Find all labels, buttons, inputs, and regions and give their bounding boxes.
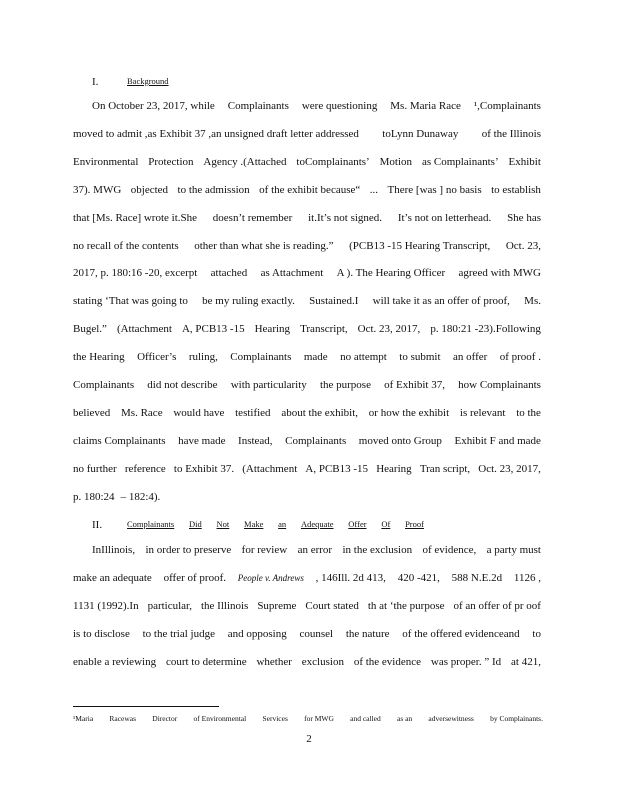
text-segment: Instead, xyxy=(238,434,273,447)
text-segment: for review xyxy=(241,544,288,556)
text-segment: of the offered evidenceand xyxy=(402,627,520,640)
section-2-text-line xyxy=(73,628,541,641)
text-segment: Protection xyxy=(148,155,194,168)
text-segment: at 421, xyxy=(511,655,541,668)
text-segment: made xyxy=(303,351,328,364)
text-segment: have made xyxy=(178,434,226,447)
text-segment: Officer’s xyxy=(137,351,177,364)
title-word: Make xyxy=(244,519,264,529)
section-1-text-line xyxy=(73,184,541,197)
text-segment: (Attachment xyxy=(242,462,298,475)
footnote-segment: of Environmental xyxy=(193,714,247,723)
footnote xyxy=(73,714,543,723)
text-segment: 420 -421, xyxy=(397,571,440,584)
text-segment: ruling, xyxy=(188,351,218,364)
text-segment: On October 23, 2017, while xyxy=(92,100,215,112)
text-segment: whether xyxy=(256,655,292,668)
text-segment: no recall of the contents xyxy=(73,239,179,252)
text-segment: offer of proof. xyxy=(163,571,226,584)
title-word: Complainants xyxy=(127,519,175,529)
section-1-text-line xyxy=(73,463,541,476)
section-1-text-line xyxy=(73,156,541,169)
text-segment: A, PCB13 -15 xyxy=(305,462,369,475)
text-segment: moved to admit ,as Exhibit 37 ,an unsigned draft letter addressed xyxy=(73,127,359,140)
text-segment: Court stated xyxy=(305,599,359,612)
text-segment: to submit xyxy=(399,351,441,364)
text-segment: to the trial judge xyxy=(142,627,215,640)
footnote-segment: Director xyxy=(152,714,178,723)
text-segment: stating ‘That was going to xyxy=(73,295,188,308)
text-segment: 37). MWG xyxy=(73,183,122,196)
section-1-title: Background xyxy=(127,76,169,86)
text-segment: 588 N.E.2d xyxy=(451,571,503,584)
title-word: Adequate xyxy=(300,519,334,529)
text-segment: as Attachment xyxy=(260,267,324,280)
section-1-text-line xyxy=(73,295,541,308)
text-segment: Complainants xyxy=(73,379,135,391)
title-word: Proof xyxy=(405,519,424,529)
text-segment: There [was ] no basis xyxy=(387,183,482,196)
section-2-number: II. xyxy=(92,519,103,531)
text-segment: A, PCB13 -15 xyxy=(181,323,245,336)
page-number: 2 xyxy=(306,733,312,745)
text-segment: Motion xyxy=(379,155,413,168)
text-segment: (PCB13 -15 Hearing Transcript, xyxy=(349,239,491,252)
section-1-text-line xyxy=(73,351,541,364)
text-segment: Exhibit xyxy=(508,155,541,168)
text-segment: the Hearing xyxy=(73,351,125,364)
text-segment: a party must xyxy=(486,544,541,556)
text-segment: Ms. xyxy=(524,295,541,308)
section-2-text-line xyxy=(73,656,541,669)
text-segment: be my ruling exactly. xyxy=(202,295,295,308)
text-segment: is to disclose xyxy=(73,627,130,640)
text-segment: A ). The Hearing Officer xyxy=(336,267,446,280)
text-segment: believed xyxy=(73,406,111,419)
text-segment: Complainants xyxy=(230,351,292,364)
footnote-segment: ¹Maria xyxy=(73,714,94,723)
text-segment: with particularity xyxy=(230,379,307,391)
text-segment: People v. Andrews xyxy=(237,572,304,583)
text-segment: Supreme xyxy=(257,599,297,612)
text-segment: of the exhibit because“ xyxy=(259,183,361,196)
section-1-text-line xyxy=(73,379,541,392)
text-segment: in order to preserve xyxy=(145,544,232,556)
section-1-text-line xyxy=(73,435,541,448)
text-segment: objected xyxy=(130,183,169,196)
text-segment: about the exhibit, xyxy=(281,406,359,419)
section-1-text-line xyxy=(73,212,541,225)
footnote-segment: Racewas xyxy=(109,714,137,723)
text-segment: It’s not on letterhead. xyxy=(397,211,492,224)
text-segment: ¹,Complainants xyxy=(473,100,541,112)
text-segment: Transcript, xyxy=(300,323,348,336)
text-segment: 1131 (1992).In xyxy=(73,599,139,612)
footnote-segment: for MWG xyxy=(304,714,334,723)
text-segment: to establish xyxy=(491,183,541,196)
text-segment: counsel xyxy=(299,627,334,640)
text-segment: She has xyxy=(507,211,541,224)
text-segment: Oct. 23, 2017, xyxy=(357,323,421,336)
section-2-text-line xyxy=(73,600,541,613)
section-2-title xyxy=(127,519,424,529)
text-segment: of the Illinois xyxy=(481,127,541,140)
text-segment: were questioning xyxy=(301,100,378,112)
text-segment: Bugel.” xyxy=(73,323,107,336)
text-segment: moved onto Group xyxy=(358,434,442,447)
text-segment: 1126 , xyxy=(513,571,541,584)
text-segment: reference xyxy=(124,462,166,475)
text-segment: p. 180:21 -23).Following xyxy=(430,323,541,336)
text-segment: to the xyxy=(516,406,541,419)
text-segment: did not describe xyxy=(147,379,218,391)
text-segment: will take it as an offer of proof, xyxy=(372,295,510,308)
section-1-text-line xyxy=(73,407,541,420)
text-segment: no further xyxy=(73,462,117,475)
section-1-number: I. xyxy=(92,76,99,88)
text-segment: Hearing xyxy=(254,323,291,336)
title-word: Did xyxy=(189,519,202,529)
text-segment: the purpose xyxy=(319,379,371,391)
text-segment: of evidence, xyxy=(422,544,477,556)
footnote-separator xyxy=(73,706,219,707)
text-segment: (Attachment xyxy=(116,323,172,336)
section-1-text-line xyxy=(73,323,541,336)
text-segment: to xyxy=(532,627,541,640)
text-segment: toLynn Dunaway xyxy=(382,127,459,140)
text-segment: in the exclusion xyxy=(342,544,413,556)
text-segment: Environmental xyxy=(73,155,139,168)
text-segment: Exhibit F and made xyxy=(454,434,541,447)
footnote-segment: adversewitness xyxy=(428,714,474,723)
title-word: an xyxy=(278,519,287,529)
section-1-text-line xyxy=(73,240,541,253)
text-segment: an offer xyxy=(452,351,488,364)
text-segment: of an offer of pr oof xyxy=(453,599,541,612)
text-segment: no attempt xyxy=(340,351,387,364)
text-segment: other than what she is reading.” xyxy=(194,239,334,252)
text-segment: Hearing xyxy=(376,462,412,475)
text-segment: to Exhibit 37. xyxy=(173,462,235,475)
text-segment: court to determine xyxy=(165,655,247,668)
text-segment: enable a reviewing xyxy=(73,655,157,668)
text-segment: Ms. Race xyxy=(121,406,163,419)
text-segment: doesn’t remember xyxy=(212,211,293,224)
text-segment: – 182:4). xyxy=(120,490,161,503)
text-segment: the Illinois xyxy=(200,599,249,612)
text-segment: InIllinois, xyxy=(92,544,136,556)
text-segment: Oct. 23, 2017, xyxy=(478,462,541,475)
text-segment: of the evidence xyxy=(353,655,422,668)
footnote-segment: as an xyxy=(396,714,413,723)
text-segment: agreed with MWG xyxy=(458,267,541,280)
text-segment: make an adequate xyxy=(73,571,152,584)
text-segment: ... xyxy=(369,183,379,196)
text-segment: th at ‘the purpose xyxy=(367,599,445,612)
title-word: Not xyxy=(216,519,230,529)
section-1-text-line xyxy=(73,491,541,504)
title-word: Of xyxy=(381,519,391,529)
text-segment: of Exhibit 37, xyxy=(384,379,445,391)
section-1-text-line xyxy=(73,267,541,280)
text-segment: Complainants xyxy=(285,434,347,447)
text-segment: Ms. Maria Race xyxy=(390,100,461,112)
text-segment: of proof . xyxy=(499,351,541,364)
text-segment: particular, xyxy=(147,599,193,612)
text-segment: is relevant xyxy=(459,406,506,419)
text-segment: as Complainants’ xyxy=(421,155,499,168)
text-segment: to the admission xyxy=(177,183,250,196)
text-segment: Oct. 23, xyxy=(505,239,541,252)
section-2-text-line xyxy=(92,544,541,557)
section-1-text-line xyxy=(73,128,541,141)
text-segment: or how the exhibit xyxy=(368,406,450,419)
footnote-segment: by Complainants. xyxy=(490,714,543,723)
text-segment: would have xyxy=(173,406,225,419)
text-segment: an error xyxy=(297,544,333,556)
title-word: Offer xyxy=(348,519,367,529)
text-segment: claims Complainants xyxy=(73,434,166,447)
text-segment: was proper. ” Id xyxy=(430,655,502,668)
text-segment: attached xyxy=(210,267,248,280)
text-segment: 2017, p. 180:16 -20, excerpt xyxy=(73,267,198,280)
text-segment: Agency .(Attached xyxy=(203,155,287,168)
text-segment: Tran script, xyxy=(419,462,471,475)
text-segment: and opposing xyxy=(227,627,287,640)
text-segment: toComplainants’ xyxy=(296,155,370,168)
text-segment: exclusion xyxy=(301,655,344,668)
text-segment: p. 180:24 xyxy=(73,490,115,503)
text-segment: that [Ms. Race] wrote it.She xyxy=(73,211,198,224)
text-segment: how Complainants xyxy=(458,379,541,391)
footnote-segment: Services xyxy=(262,714,288,723)
footnote-segment: and called xyxy=(350,714,381,723)
text-segment: the nature xyxy=(345,627,390,640)
text-segment: , 146Ill. 2d 413, xyxy=(315,571,386,584)
section-2-text-line xyxy=(73,572,541,585)
text-segment: Complainants xyxy=(227,100,289,112)
text-segment: it.It’s not signed. xyxy=(308,211,383,224)
section-1-text-line xyxy=(92,100,541,113)
text-segment: Sustained.I xyxy=(309,295,359,308)
text-segment: testified xyxy=(235,406,271,419)
